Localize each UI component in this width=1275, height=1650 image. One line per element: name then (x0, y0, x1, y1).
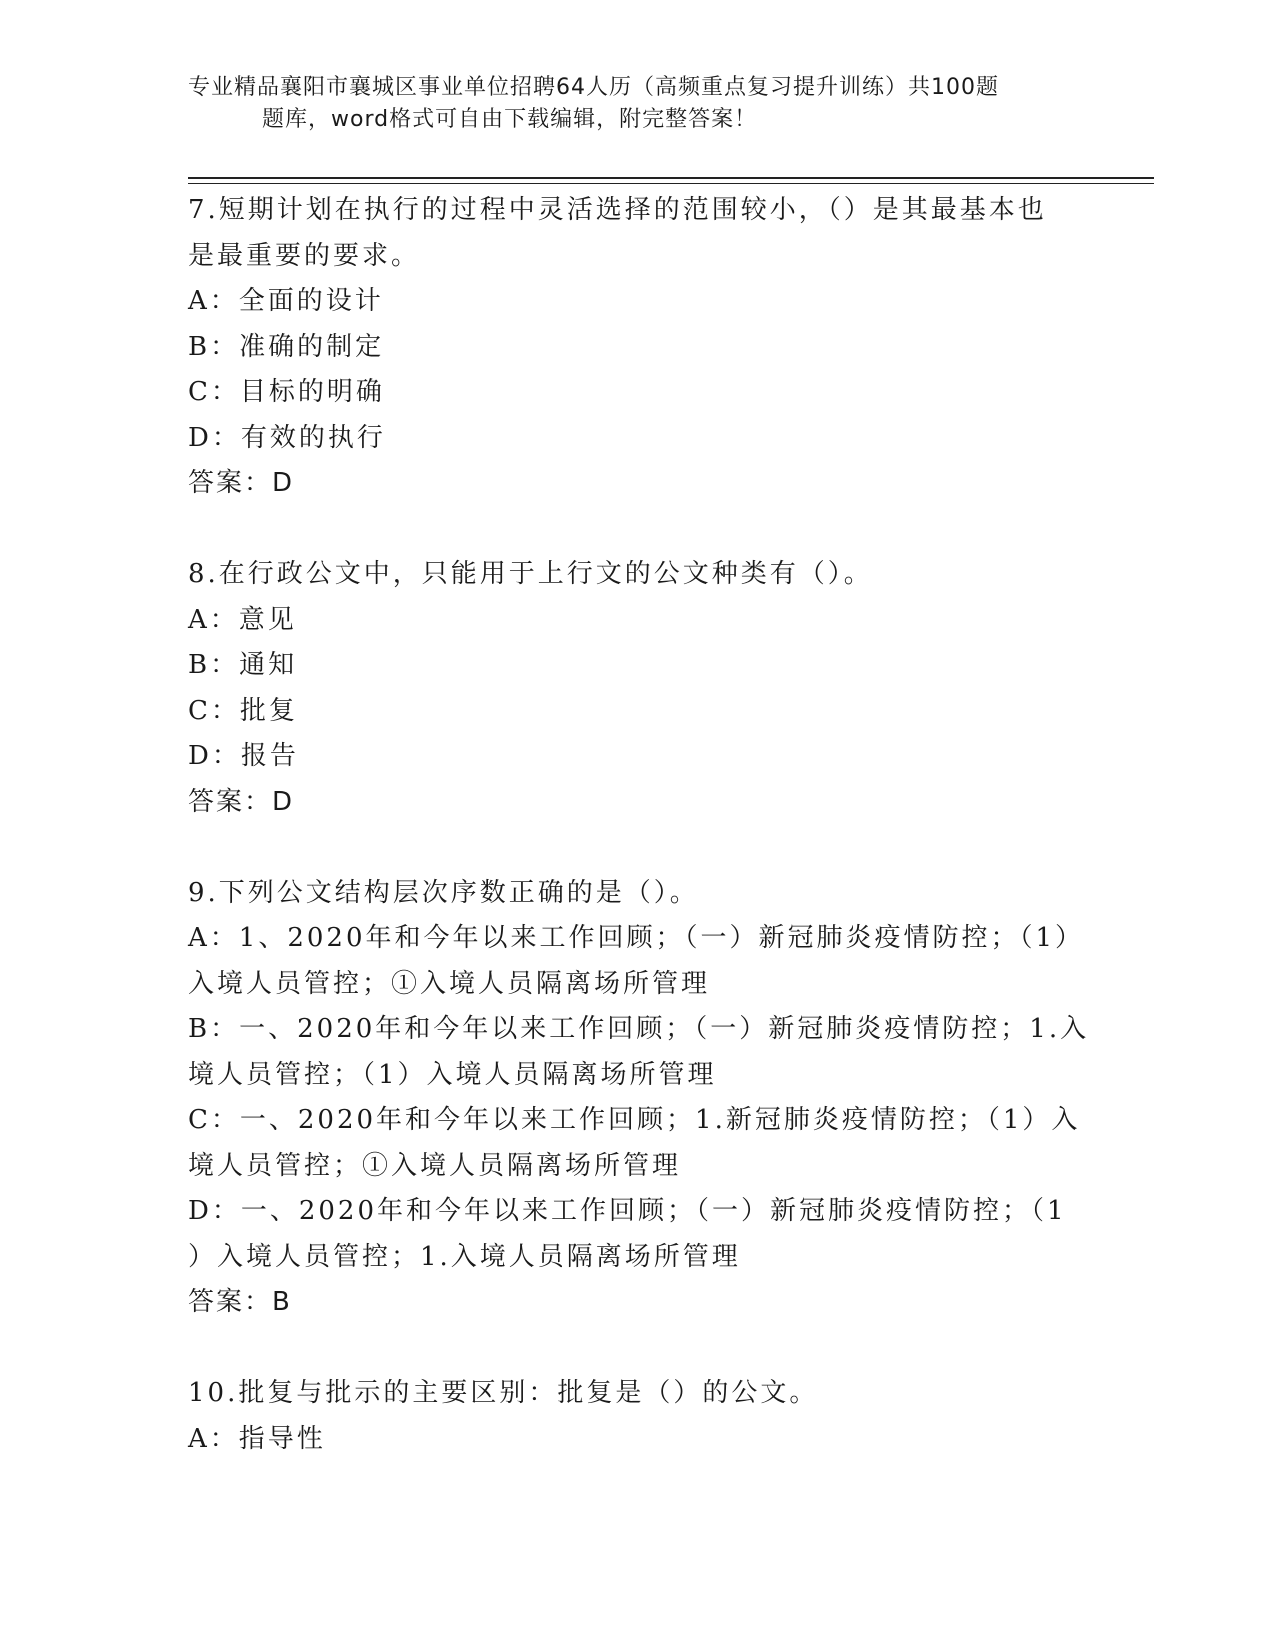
option-d: D：有效的执行 (188, 422, 386, 453)
option-a: A：1、2020年和今年以来工作回顾；（一）新冠肺炎疫情防控；（1） (188, 923, 1085, 953)
question-8 (188, 552, 1088, 825)
header-title-line-1: 专业精品襄阳市襄城区事业单位招聘64人历（高频重点复习提升训练）共100题 (188, 75, 999, 100)
option-c: C：批复 (188, 695, 298, 726)
option-a: A：全面的设计 (188, 286, 384, 316)
spacer (188, 825, 1088, 871)
header-divider-thin (188, 183, 1154, 184)
answer: 答案：B (188, 1287, 292, 1317)
option-b: B：准确的制定 (188, 331, 385, 362)
page-header (188, 72, 1088, 136)
question-stem: 9.下列公文结构层次序数正确的是（）。 (188, 877, 699, 908)
option-b-continued: 境人员管控；（1）入境人员隔离场所管理 (188, 1059, 717, 1090)
option-b: B：通知 (188, 650, 298, 680)
option-c: C：目标的明确 (188, 377, 385, 407)
question-9 (188, 871, 1088, 1326)
question-stem: 8.在行政公文中，只能用于上行文的公文种类有（）。 (188, 559, 873, 589)
option-a-continued: 入境人员管控；①入境人员隔离场所管理 (188, 968, 711, 999)
option-d-continued: ）入境人员管控；1.入境人员隔离场所管理 (188, 1241, 741, 1272)
question-stem: 7.短期计划在执行的过程中灵活选择的范围较小，（）是其最基本也 (188, 195, 1047, 225)
option-b: B：一、2020年和今年以来工作回顾；（一）新冠肺炎疫情防控；1.入 (188, 1014, 1090, 1044)
spacer (188, 507, 1088, 553)
option-d: D：报告 (188, 741, 299, 771)
option-d: D：一、2020年和今年以来工作回顾；（一）新冠肺炎疫情防控；（1 (188, 1196, 1067, 1226)
question-list (188, 188, 1088, 1462)
option-a: A：意见 (188, 604, 297, 635)
spacer (188, 1326, 1088, 1372)
question-10 (188, 1371, 1088, 1462)
answer: 答案：D (188, 468, 295, 498)
answer: 答案：D (188, 786, 295, 817)
header-title-line-2: 题库，word格式可自由下载编辑，附完整答案！ (262, 107, 758, 132)
question-7 (188, 188, 1088, 507)
option-c: C：一、2020年和今年以来工作回顾；1.新冠肺炎疫情防控；（1）入 (188, 1105, 1081, 1135)
question-stem: 是最重要的要求。 (188, 240, 421, 271)
option-a: A：指导性 (188, 1423, 326, 1454)
question-stem: 10.批复与批示的主要区别：批复是（）的公文。 (188, 1378, 819, 1408)
header-divider-thick (188, 177, 1154, 179)
option-c-continued: 境人员管控；①入境人员隔离场所管理 (188, 1150, 682, 1181)
